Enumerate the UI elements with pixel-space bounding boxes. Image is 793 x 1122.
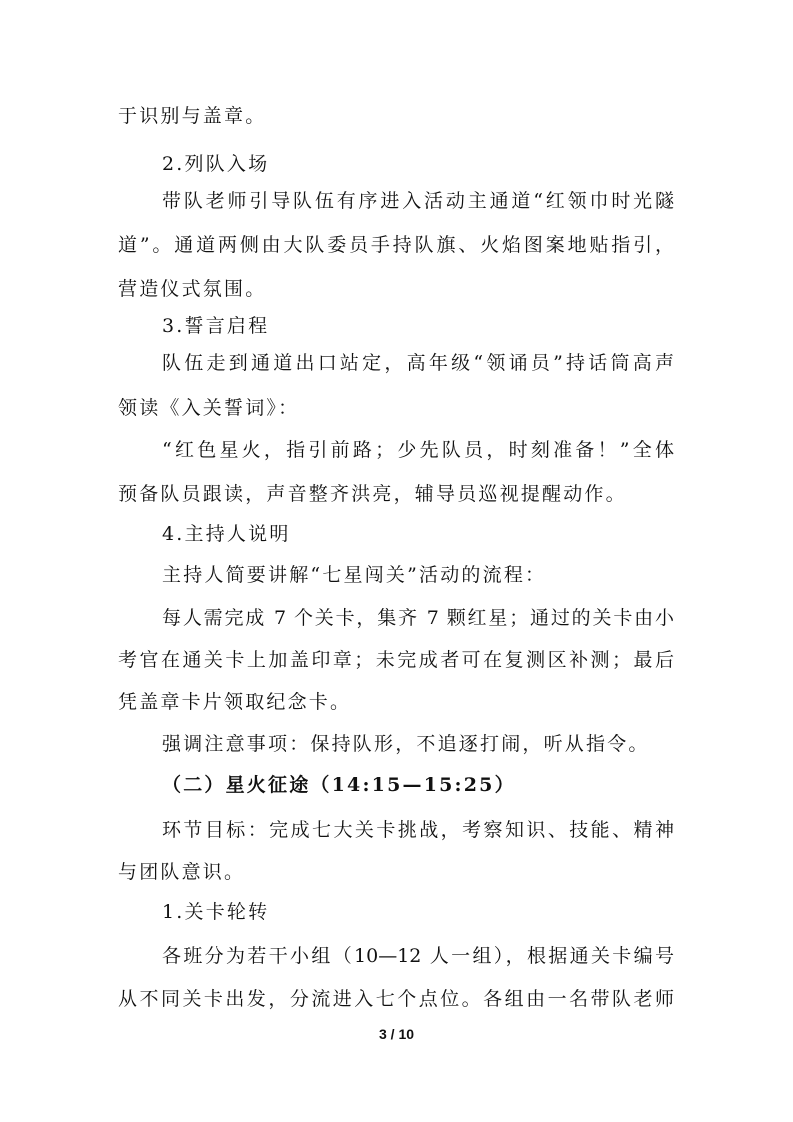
page-number: 3 / 10 xyxy=(378,1026,415,1042)
paragraph-line: 道”。通道两侧由大队委员手持队旗、火焰图案地贴指引， xyxy=(118,234,674,256)
paragraph-line: 强调注意事项：保持队形，不追逐打闹，听从指令。 xyxy=(162,733,650,755)
section-heading: 4.主持人说明 xyxy=(162,523,291,545)
paragraph-line: 队伍走到通道出口站定，高年级“领诵员”持话筒高声 xyxy=(162,352,674,374)
paragraph-line: 每人需完成 7 个关卡，集齐 7 颗红星；通过的关卡由小 xyxy=(162,607,674,629)
paragraph-line: 各班分为若干小组（10—12 人一组），根据通关卡编号 xyxy=(162,945,674,967)
paragraph-line: 带队老师引导队伍有序进入活动主通道“红领巾时光隧 xyxy=(162,190,674,212)
section-heading: 3.誓言启程 xyxy=(162,315,270,337)
paragraph-line: 主持人简要讲解“七星闯关”活动的流程： xyxy=(162,564,547,586)
paragraph-line: 考官在通关卡上加盖印章；未完成者可在复测区补测；最后 xyxy=(118,649,674,671)
paragraph-line: 预备队员跟读，声音整齐洪亮，辅导员巡视提醒动作。 xyxy=(118,483,627,505)
paragraph-line: 从不同关卡出发，分流进入七个点位。各组由一名带队老师 xyxy=(118,988,674,1010)
paragraph-line: 凭盖章卡片领取纪念卡。 xyxy=(118,691,352,713)
paragraph-line: 于识别与盖章。 xyxy=(118,105,267,127)
paragraph-line: 领读《入关誓词》： xyxy=(118,397,300,419)
section-heading: 2.列队入场 xyxy=(162,153,270,175)
paragraph-line: 环节目标：完成七大关卡挑战，考察知识、技能、精神 xyxy=(162,819,674,841)
paragraph-line: 与团队意识。 xyxy=(118,861,246,883)
paragraph-line: “红色星火，指引前路；少先队员，时刻准备！”全体 xyxy=(162,439,674,461)
chapter-heading: （二）星火征途（14:15—15:25） xyxy=(162,774,516,796)
section-heading: 1.关卡轮转 xyxy=(162,901,270,923)
paragraph-line: 营造仪式氛围。 xyxy=(118,278,267,300)
